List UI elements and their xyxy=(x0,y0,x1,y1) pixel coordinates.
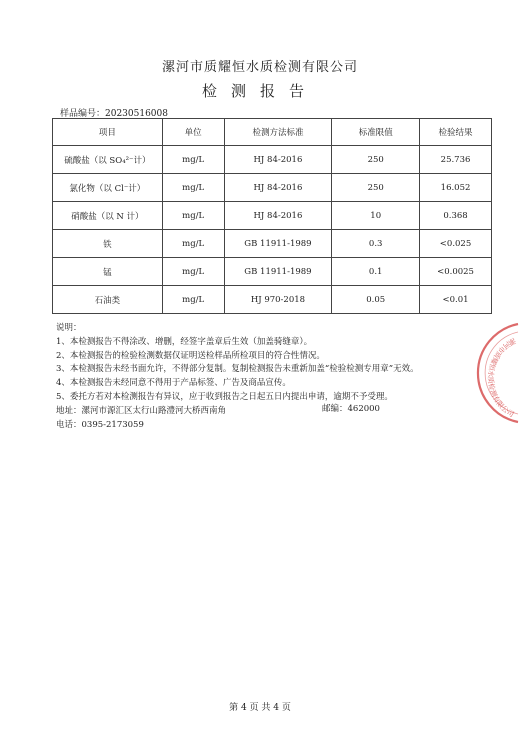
report-title: 检测报告 xyxy=(201,82,318,100)
cell-item: 铁 xyxy=(53,230,163,258)
table-row xyxy=(53,230,492,258)
table-row xyxy=(53,146,492,174)
cell-unit: mg/L xyxy=(162,202,224,230)
cell-result: 0.368 xyxy=(420,202,492,230)
seal-text: 漯河市质耀恒水质检测有限公司 xyxy=(486,336,517,419)
phone: 电话：0395-2173059 xyxy=(56,419,144,430)
header-item: 项目 xyxy=(53,119,163,146)
cell-result: <0.0025 xyxy=(420,258,492,286)
cell-unit: mg/L xyxy=(162,174,224,202)
header-limit: 标准限值 xyxy=(332,119,420,146)
sample-number: 样品编号：20230516008 xyxy=(60,109,168,119)
cell-item: 硝酸盐（以 N 计） xyxy=(53,202,163,230)
cell-method: GB 11911-1989 xyxy=(224,230,332,258)
table-row xyxy=(53,258,492,286)
results-table xyxy=(52,118,492,314)
cell-method: HJ 84-2016 xyxy=(224,202,332,230)
cell-limit: 0.1 xyxy=(332,258,420,286)
cell-limit: 0.3 xyxy=(332,230,420,258)
cell-limit: 250 xyxy=(332,174,420,202)
note-item: 2、本检测报告的检验检测数据仅证明送检样品所检项目的符合性情况。 xyxy=(56,350,325,361)
cell-result: <0.01 xyxy=(420,286,492,314)
header-result: 检验结果 xyxy=(420,119,492,146)
cell-result: 16.052 xyxy=(420,174,492,202)
cell-item: 锰 xyxy=(53,258,163,286)
note-item: 5、委托方若对本检测报告有异议，应于收到报告之日起五日内提出申请，逾期不予受理。 xyxy=(56,391,393,402)
cell-unit: mg/L xyxy=(162,230,224,258)
cell-limit: 10 xyxy=(332,202,420,230)
note-item: 3、本检测报告未经书面允许，不得部分复制。复制检测报告未重新加盖“检验检测专用章”无效。 xyxy=(56,364,419,375)
cell-limit: 0.05 xyxy=(332,286,420,314)
cell-unit: mg/L xyxy=(162,258,224,286)
table-row xyxy=(53,174,492,202)
company-seal xyxy=(452,320,520,424)
table-header-row xyxy=(53,119,492,146)
note-item: 4、本检测报告未经同意不得用于产品标签、广告及商品宣传。 xyxy=(56,378,291,389)
address: 地址：漯河市源汇区太行山路澧河大桥西南角 xyxy=(56,405,227,416)
cell-method: HJ 970-2018 xyxy=(224,286,332,314)
cell-result: <0.025 xyxy=(420,230,492,258)
table-row xyxy=(53,202,492,230)
company-name: 漯河市质耀恒水质检测有限公司 xyxy=(161,60,358,75)
table-row xyxy=(53,286,492,314)
cell-item: 硫酸盐（以 SO₄²⁻计） xyxy=(53,146,163,174)
cell-unit: mg/L xyxy=(162,286,224,314)
cell-limit: 250 xyxy=(332,146,420,174)
cell-item: 石油类 xyxy=(53,286,163,314)
cell-item: 氯化物（以 Cl⁻计） xyxy=(53,174,163,202)
cell-method: GB 11911-1989 xyxy=(224,258,332,286)
note-item: 1、本检测报告不得涂改、增删，经签字盖章后生效（加盖骑缝章）。 xyxy=(56,336,313,347)
page-number: 第 4 页 共 4 页 xyxy=(229,703,291,713)
header-unit: 单位 xyxy=(162,119,224,146)
postcode: 邮编：462000 xyxy=(322,404,380,414)
header-method: 检测方法标准 xyxy=(224,119,332,146)
cell-unit: mg/L xyxy=(162,146,224,174)
cell-method: HJ 84-2016 xyxy=(224,146,332,174)
cell-method: HJ 84-2016 xyxy=(224,174,332,202)
notes-heading: 说明： xyxy=(56,323,82,333)
cell-result: 25.736 xyxy=(420,146,492,174)
notes-section xyxy=(56,322,419,432)
